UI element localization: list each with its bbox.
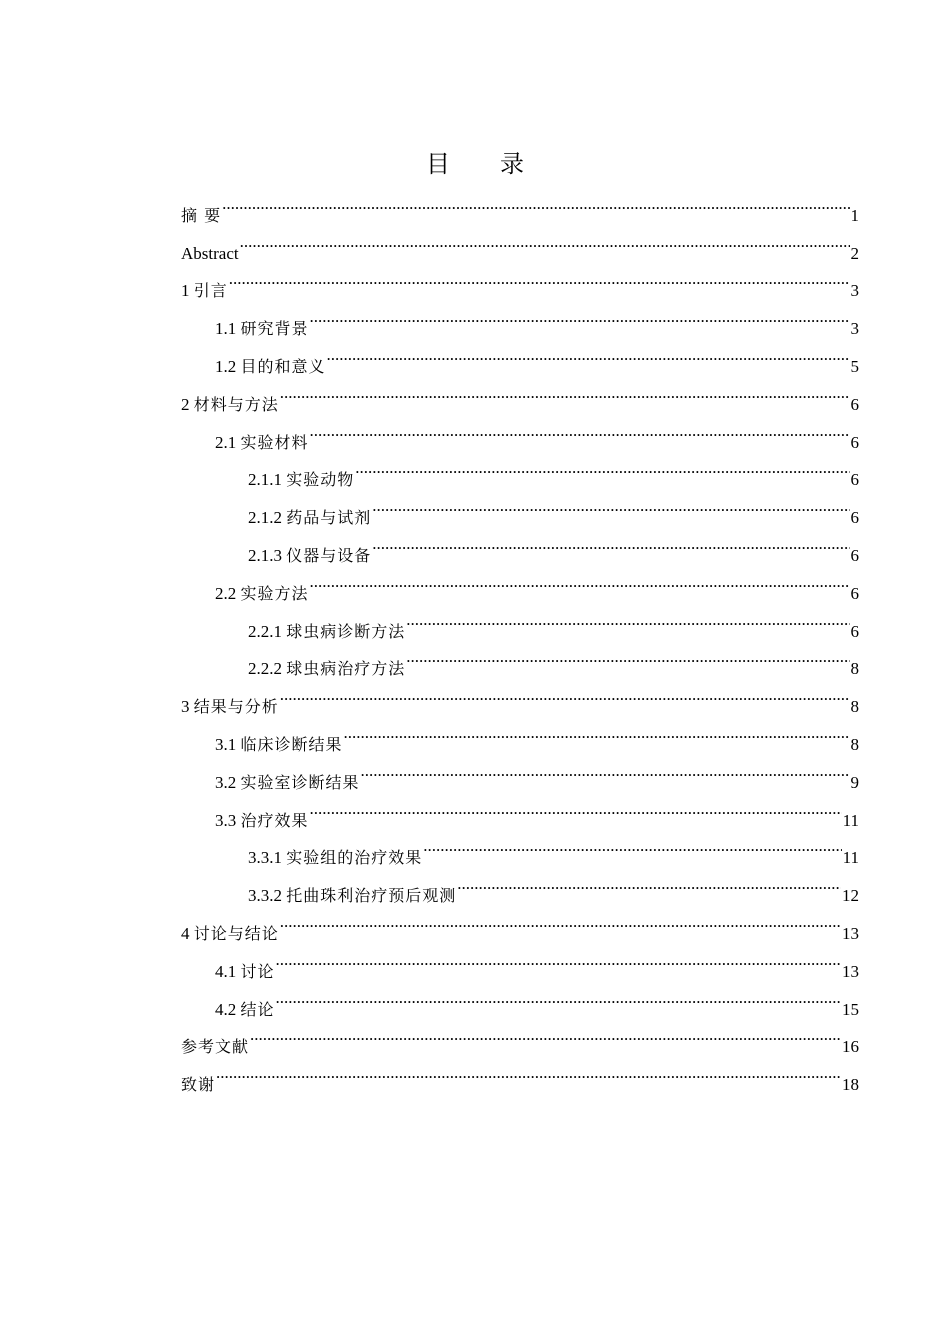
toc-entry[interactable] <box>181 977 859 1019</box>
toc-entry-title: 讨论与结论 <box>193 923 279 943</box>
toc-entry-number: 4.1 <box>215 961 241 981</box>
toc-entry-number: Abstract <box>181 243 239 263</box>
toc-entry-number: 3.1 <box>215 734 241 754</box>
toc-entry-number: 3.3.2 <box>248 886 287 906</box>
toc-entry-number: 1.2 <box>215 356 241 376</box>
toc-dot-leader <box>222 183 849 221</box>
toc-entry-label <box>181 1066 215 1104</box>
toc-dot-leader <box>240 221 850 259</box>
toc-entry-title: 结果与分析 <box>193 697 279 717</box>
toc-page-number: 13 <box>842 961 859 981</box>
toc-page-number: 8 <box>850 697 859 717</box>
toc-page-number: 1 <box>850 205 859 225</box>
toc-entry-title: 临床诊断结果 <box>240 734 343 754</box>
toc-entry-number: 2 <box>181 394 194 414</box>
toc-page-number: 6 <box>850 545 859 565</box>
toc-page-number: 2 <box>850 243 859 263</box>
toc-dot-leader <box>280 901 841 939</box>
toc-entry-label <box>248 461 354 499</box>
toc-page-number: 9 <box>850 772 859 792</box>
toc-entry-title: 结论 <box>240 999 275 1019</box>
toc-entry-title: 仪器与设备 <box>286 545 372 565</box>
toc-entry-title: 实验材料 <box>240 432 309 452</box>
toc-entry-title: 参考文献 <box>181 1037 250 1057</box>
toc-dot-leader <box>327 334 850 372</box>
toc-entry[interactable] <box>181 372 859 414</box>
toc-entry-label <box>181 386 279 424</box>
toc-entry-title: 实验室诊断结果 <box>240 772 360 792</box>
toc-dot-leader <box>276 939 841 977</box>
toc-dot-leader <box>355 448 849 486</box>
toc-entry-number: 2.1.1 <box>248 470 287 490</box>
toc-entry[interactable] <box>181 901 859 943</box>
toc-entry-number: 2.1 <box>215 432 241 452</box>
toc-entry-label <box>215 575 309 613</box>
toc-entry-title: 球虫病治疗方法 <box>286 659 406 679</box>
toc-entry[interactable] <box>181 183 859 225</box>
toc-entry-title: 球虫病诊断方法 <box>286 621 406 641</box>
toc-entry-label <box>181 688 279 726</box>
toc-page-number: 8 <box>850 659 859 679</box>
toc-entry-title: 摘 要 <box>181 205 222 225</box>
toc-entry-title: 致谢 <box>181 1075 216 1095</box>
toc-dot-leader <box>423 826 841 864</box>
toc-entry-title: 实验组的治疗效果 <box>286 848 423 868</box>
toc-entry-number: 4 <box>181 923 194 943</box>
toc-dot-leader <box>310 788 842 826</box>
toc-page-number: 6 <box>850 583 859 603</box>
toc-entry[interactable] <box>181 1015 859 1057</box>
toc-entry[interactable] <box>181 259 859 301</box>
toc-page-number: 13 <box>842 923 859 943</box>
toc-entry-label <box>215 802 309 840</box>
toc-entry-label <box>181 197 221 235</box>
toc-entry[interactable] <box>181 939 859 981</box>
toc-entry-label <box>248 499 371 537</box>
toc-entry-number: 2.1.3 <box>248 545 287 565</box>
toc-dot-leader <box>372 485 849 523</box>
toc-entry-title: 治疗效果 <box>240 810 309 830</box>
toc-dot-leader <box>310 296 850 334</box>
toc-dot-leader <box>361 750 850 788</box>
toc-dot-leader <box>310 561 850 599</box>
toc-dot-leader <box>276 977 841 1015</box>
toc-entry-number: 3 <box>181 697 194 717</box>
toc-title <box>0 146 950 182</box>
toc-page-number: 16 <box>842 1037 859 1057</box>
toc-dot-leader <box>406 637 849 675</box>
toc-dot-leader <box>280 372 850 410</box>
table-of-contents <box>181 183 859 1095</box>
toc-entry-label <box>181 915 279 953</box>
toc-entry-title: 实验方法 <box>240 583 309 603</box>
toc-entry-title: 托曲珠利治疗预后观测 <box>286 886 457 906</box>
toc-entry[interactable] <box>181 1052 859 1095</box>
toc-dot-leader <box>372 523 849 561</box>
toc-entry[interactable] <box>181 712 859 754</box>
toc-entry-title: 引言 <box>193 281 228 301</box>
toc-dot-leader <box>229 259 850 297</box>
toc-page-number: 11 <box>842 810 859 830</box>
toc-entry[interactable] <box>181 221 859 263</box>
toc-entry-title: 实验动物 <box>286 470 355 490</box>
toc-entry-title: 讨论 <box>240 961 275 981</box>
toc-title-char-2: 录 <box>500 150 524 178</box>
toc-entry-number: 2.2.2 <box>248 659 287 679</box>
toc-entry-label <box>215 424 309 462</box>
toc-page-number: 12 <box>842 886 859 906</box>
toc-page-number: 8 <box>850 734 859 754</box>
toc-entry[interactable] <box>181 674 859 717</box>
toc-page-number: 5 <box>850 356 859 376</box>
toc-entry-number: 4.2 <box>215 999 241 1019</box>
toc-entry-label <box>215 310 309 348</box>
toc-entry-number: 3.3 <box>215 810 241 830</box>
toc-dot-leader <box>216 1052 841 1090</box>
toc-page-number: 11 <box>842 848 859 868</box>
toc-entry-number: 3.3.1 <box>248 848 287 868</box>
toc-entry[interactable] <box>181 296 859 339</box>
toc-dot-leader <box>280 674 850 712</box>
toc-page-number: 6 <box>850 432 859 452</box>
toc-page-number: 3 <box>850 281 859 301</box>
toc-entry-title: 目的和意义 <box>240 356 326 376</box>
toc-entry-number: 1 <box>181 281 194 301</box>
toc-entry-number: 3.2 <box>215 772 241 792</box>
toc-page-number: 6 <box>850 394 859 414</box>
toc-entry-number: 2.2.1 <box>248 621 287 641</box>
toc-entry-number: 1.1 <box>215 319 241 339</box>
toc-dot-leader <box>310 410 850 448</box>
toc-dot-leader <box>250 1015 841 1053</box>
toc-entry-label <box>215 726 343 764</box>
toc-entry-label <box>181 272 228 310</box>
toc-entry-label <box>248 839 422 877</box>
toc-page-number: 6 <box>850 470 859 490</box>
toc-entry-number: 2.2 <box>215 583 241 603</box>
toc-entry[interactable] <box>181 410 859 452</box>
toc-entry-title: 研究背景 <box>240 319 309 339</box>
toc-page-number: 6 <box>850 621 859 641</box>
toc-page-number: 6 <box>850 508 859 528</box>
toc-entry-number: 2.1.2 <box>248 508 287 528</box>
toc-page-number: 3 <box>850 319 859 339</box>
toc-entry-title: 药品与试剂 <box>286 508 372 528</box>
toc-entry-label <box>248 613 405 651</box>
toc-dot-leader <box>457 863 841 901</box>
toc-dot-leader <box>406 599 849 637</box>
toc-dot-leader <box>344 712 850 750</box>
toc-entry-title: 材料与方法 <box>193 394 279 414</box>
toc-entry-label <box>215 953 275 991</box>
toc-title-char-1: 目 <box>426 150 450 178</box>
toc-page-number: 18 <box>842 1075 859 1095</box>
toc-page-number: 15 <box>842 999 859 1019</box>
